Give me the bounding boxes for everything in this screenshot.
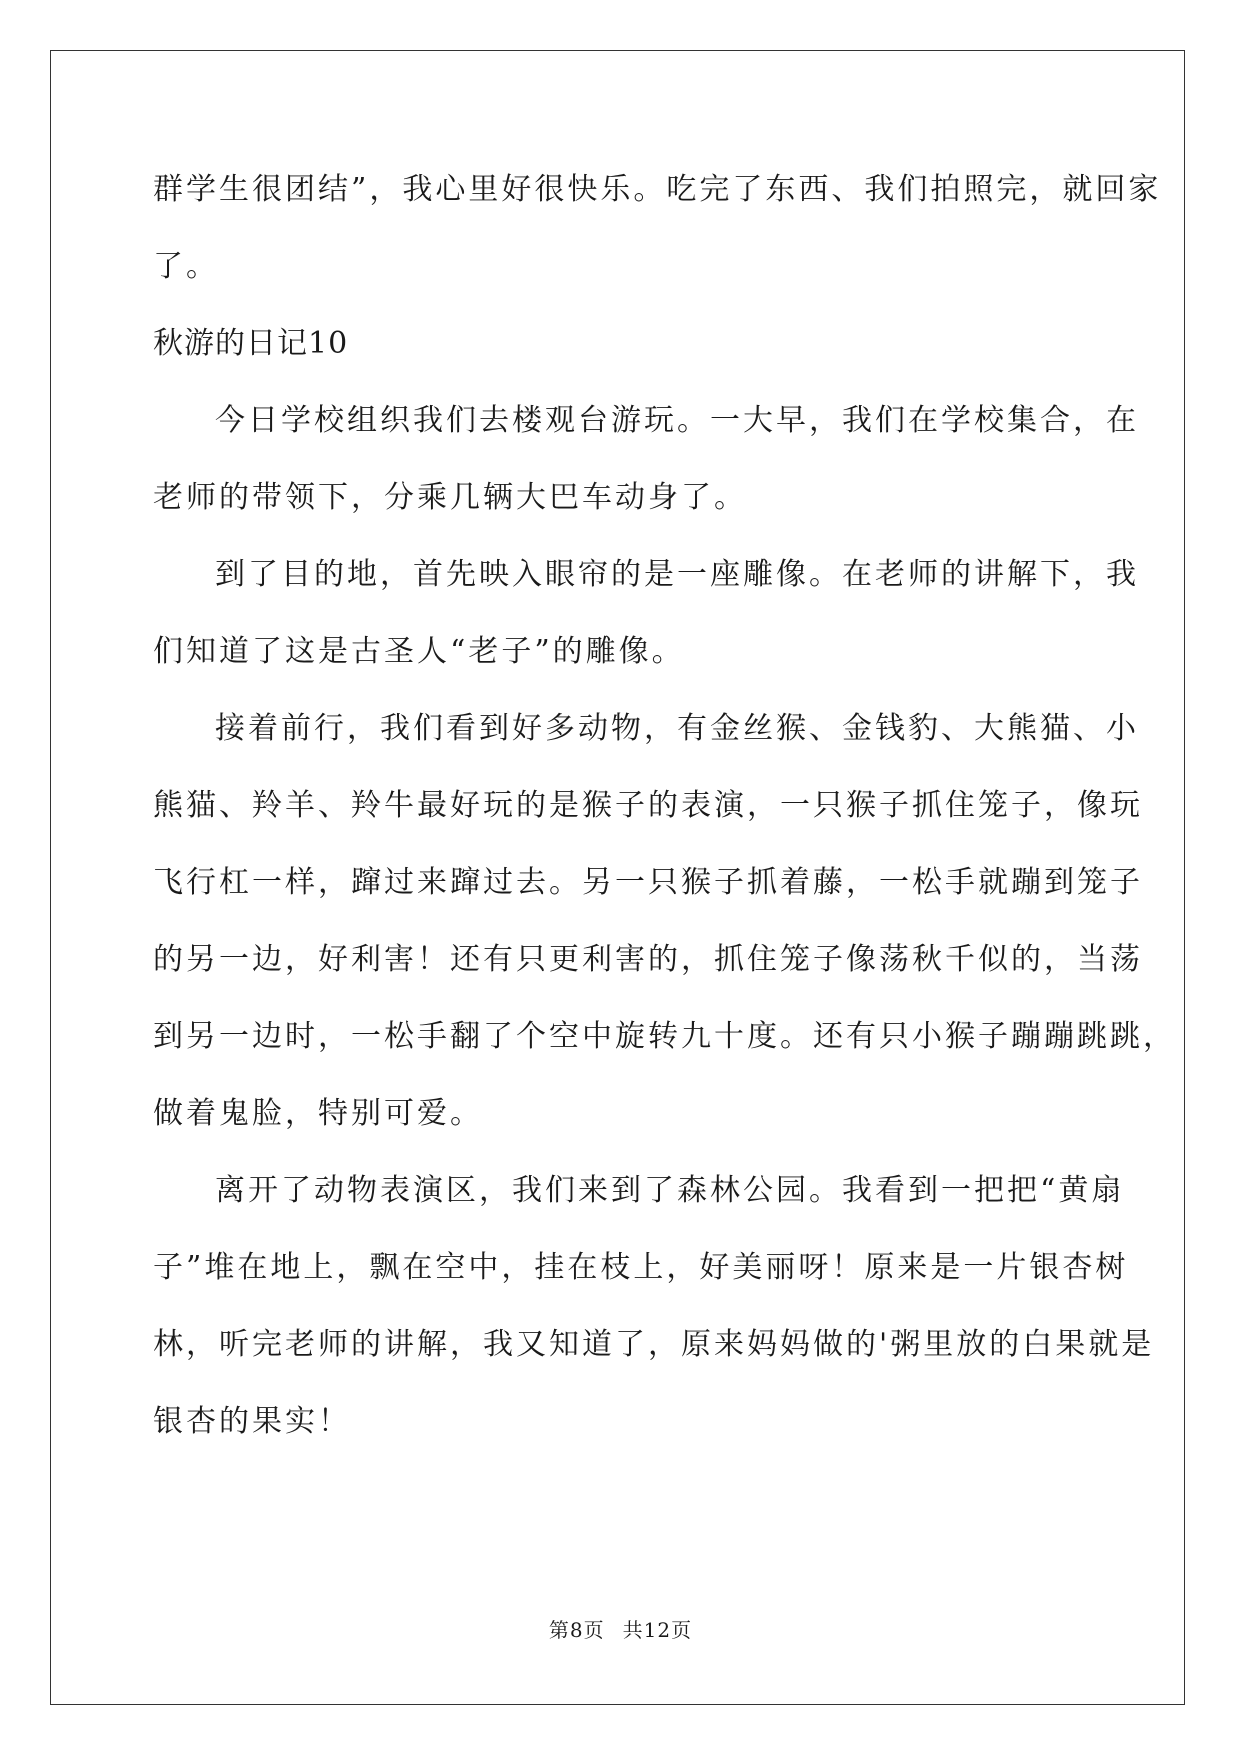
text-line: 老师的带领下，分乘几辆大巴车动身了。 xyxy=(153,480,747,515)
paragraph-line: 接着前行，我们看到好多动物，有金丝猴、金钱豹、大熊猫、小 xyxy=(215,711,1139,746)
text-line: 群学生很团结”，我心里好很快乐。吃完了东西、我们拍照完，就回家 xyxy=(153,172,1162,207)
text-line: 林，听完老师的讲解，我又知道了，原来妈妈做的'粥里放的白果就是 xyxy=(153,1327,1155,1362)
text-line: 的另一边，好利害！还有只更利害的，抓住笼子像荡秋千似的，当荡 xyxy=(153,942,1143,977)
page-total: 共12页 xyxy=(622,1618,693,1642)
text-line: 子”堆在地上，飘在空中，挂在枝上，好美丽呀！原来是一片银杏树 xyxy=(153,1250,1129,1285)
text-line: 熊猫、羚羊、羚牛最好玩的是猴子的表演，一只猴子抓住笼子，像玩 xyxy=(153,788,1143,823)
text-line: 了。 xyxy=(153,249,219,284)
text-line: 做着鬼脸，特别可爱。 xyxy=(153,1096,483,1131)
text-line: 到另一边时，一松手翻了个空中旋转九十度。还有只小猴子蹦蹦跳跳， xyxy=(153,1019,1176,1054)
section-heading: 秋游的日记10 xyxy=(153,326,349,361)
text-line: 飞行杠一样，蹿过来蹿过去。另一只猴子抓着藤，一松手就蹦到笼子 xyxy=(153,865,1143,900)
page-footer xyxy=(0,1617,1241,1643)
paragraph-line: 离开了动物表演区，我们来到了森林公园。我看到一把把“黄扇 xyxy=(215,1173,1125,1208)
paragraph-line: 到了目的地，首先映入眼帘的是一座雕像。在老师的讲解下，我 xyxy=(215,557,1139,592)
paragraph-line: 今日学校组织我们去楼观台游玩。一大早，我们在学校集合，在 xyxy=(215,403,1139,438)
text-line: 们知道了这是古圣人“老子”的雕像。 xyxy=(153,634,685,669)
text-line: 银杏的果实！ xyxy=(153,1404,351,1439)
page-number: 第8页 xyxy=(548,1618,605,1642)
